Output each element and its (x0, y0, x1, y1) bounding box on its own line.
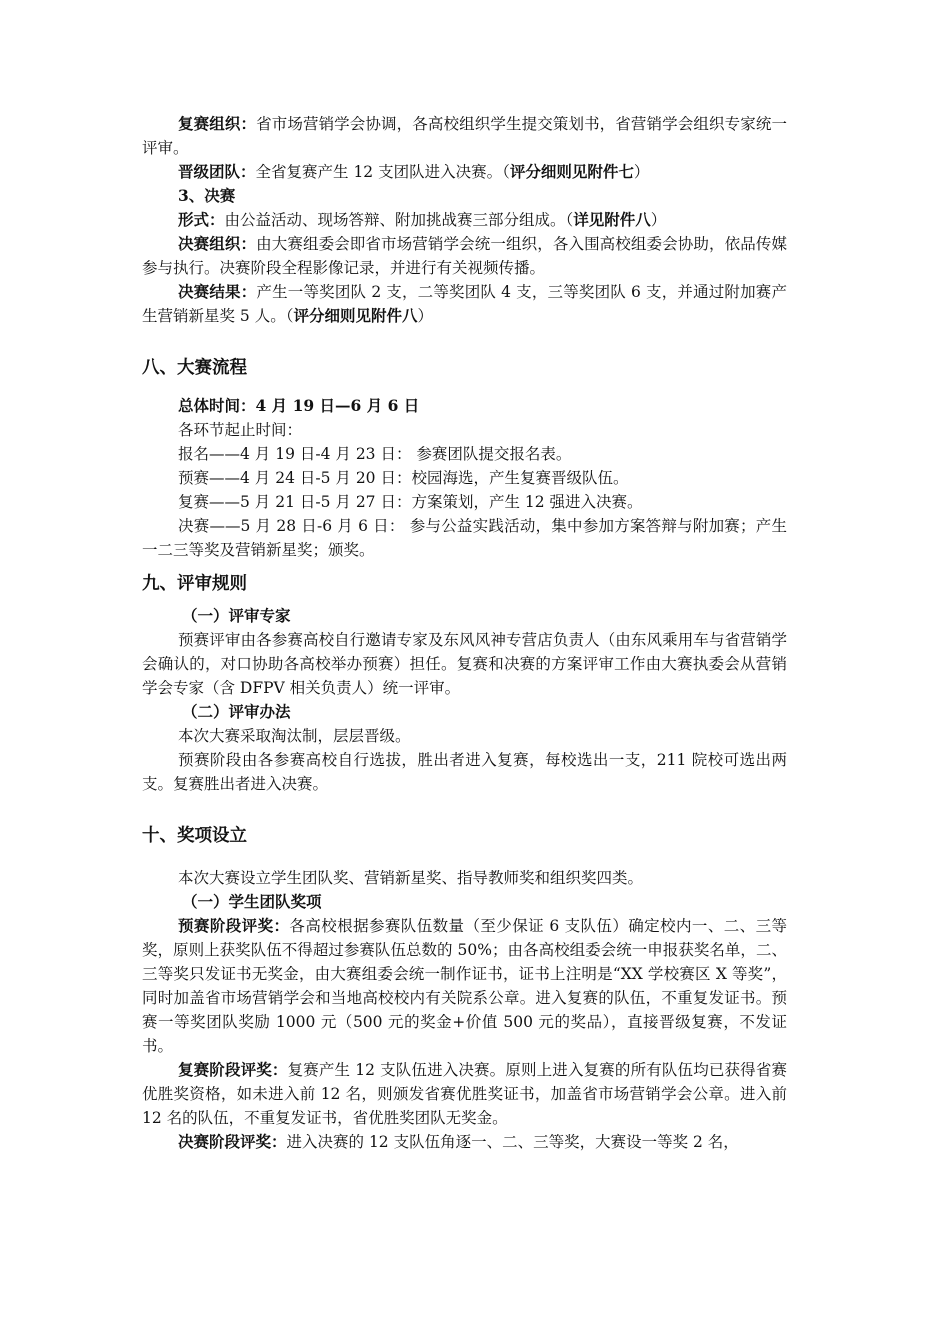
text: 复赛产生 12 支队伍进入决赛。原则上进入复赛的所有队伍均已获得省赛优胜奖资格，如未进入前 12 名，则颁发省赛优胜奖证书，加盖省市场营销学会公章。进入前 12 名的队伍，不重复发证书，省优胜奖团队无奖金。 (142, 1061, 787, 1127)
subheading-judges: （一）评审专家 (182, 606, 291, 625)
stage-preliminary: 预赛——4 月 24 日-5 月 20 日：校园海选，产生复赛晋级队伍。 (178, 469, 629, 487)
subheading-team-awards: （一）学生团队奖项 (182, 892, 322, 911)
subheading-final: 3、决赛 (178, 186, 236, 205)
paragraph-semifinal-organization (142, 112, 787, 160)
text-end: ） (650, 211, 667, 229)
label: 形式： (178, 210, 225, 229)
section-heading-judging: 九、评审规则 (142, 574, 247, 594)
paragraph-final-awards (142, 1130, 787, 1154)
label: 复赛阶段评奖： (178, 1060, 288, 1079)
subheading-judging-method: （二）评审办法 (182, 702, 291, 721)
label: 晋级团队： (178, 162, 256, 181)
section-heading-process: 八、大赛流程 (142, 358, 247, 378)
document-body (142, 112, 787, 1154)
text: 各高校根据参赛队伍数量（至少保证 6 支队伍）确定校内一、二、三等奖，原则上获奖队伍不得超过参赛队伍总数的 50%；由各高校组委会统一申报获奖名单，二、三等奖只发证书无奖金，由大赛组委会统一制作证书，证书上注明是“XX 学校赛区 X 等奖”，同时加盖省市场营销学会和当地高校校内有关院系公章。进入复赛的队伍，不重复发证书。预赛一等奖团队奖励 1000 元（500 元的奖金+价值 500 元的奖品），直接晋级复赛，不发证书。 (142, 917, 787, 1055)
text: 由大赛组委会即省市场营销学会统一组织，各入围高校组委会协助，依品传媒参与执行。决赛阶段全程影像记录，并进行有关视频传播。 (142, 235, 787, 277)
stages-intro: 各环节起止时间： (178, 421, 303, 439)
paragraph-semifinal-awards (142, 1058, 787, 1130)
text: 进入决赛的 12 支队伍角逐一、二、三等奖，大赛设一等奖 2 名， (286, 1133, 739, 1151)
paragraph-awards-intro: 本次大赛设立学生团队奖、营销新星奖、指导教师奖和组织奖四类。 (178, 869, 644, 887)
section-heading-awards: 十、奖项设立 (142, 826, 247, 846)
paragraph-preliminary-selection: 预赛阶段由各参赛高校自行选拔，胜出者进入复赛，每校选出一支，211 院校可选出两支。复赛胜出者进入决赛。 (142, 751, 787, 793)
label: 预赛阶段评奖： (178, 916, 290, 935)
paragraph-final-result (142, 280, 787, 328)
stage-final: 决赛——5 月 28 日-6 月 6 日： 参与公益实践活动，集中参加方案答辩与附加赛；产生一二三等奖及营销新星奖；颁奖。 (142, 517, 787, 559)
paragraph-elimination: 本次大赛采取淘汰制，层层晋级。 (178, 727, 411, 745)
text: 由公益活动、现场答辩、附加挑战赛三部分组成。（ (224, 211, 574, 229)
text: 省市场营销学会协调，各高校组织学生提交策划书，省营销学会组织专家统一评审。 (142, 115, 787, 157)
reference: 评分细则见附件七 (509, 162, 634, 181)
paragraph-final-organization (142, 232, 787, 280)
paragraph-final-format (142, 208, 787, 232)
label: 决赛阶段评奖： (178, 1132, 287, 1151)
paragraph-preliminary-awards (142, 914, 787, 1058)
paragraph-promoted-teams (142, 160, 787, 184)
text-end: ） (417, 307, 433, 325)
paragraph-judges: 预赛评审由各参赛高校自行邀请专家及东风风神专营店负责人（由东风乘用车与省营销学会确认的，对口协助各高校举办预赛）担任。复赛和决赛的方案评审工作由大赛执委会从营销学会专家（含 DFPV 相关负责人）统一评审。 (142, 631, 787, 697)
reference: 评分细则见附件八 (293, 306, 418, 325)
stage-registration: 报名——4 月 19 日-4 月 23 日： 参赛团队提交报名表。 (178, 445, 572, 463)
text: 全省复赛产生 12 支团队进入决赛。（ (255, 163, 510, 181)
label: 决赛组织： (178, 234, 257, 253)
label: 复赛组织： (178, 114, 257, 133)
text: 产生一等奖团队 2 支，二等奖团队 4 支，三等奖团队 6 支，并通过附加赛产生营销新星奖 5 人。（ (142, 283, 787, 325)
reference: 详见附件八 (573, 210, 651, 229)
label: 决赛结果： (178, 282, 257, 301)
stage-semifinal: 复赛——5 月 21 日-5 月 27 日：方案策划，产生 12 强进入决赛。 (178, 493, 643, 511)
text-end: ） (633, 163, 650, 181)
total-time: 总体时间：4 月 19 日—6 月 6 日 (178, 396, 420, 415)
